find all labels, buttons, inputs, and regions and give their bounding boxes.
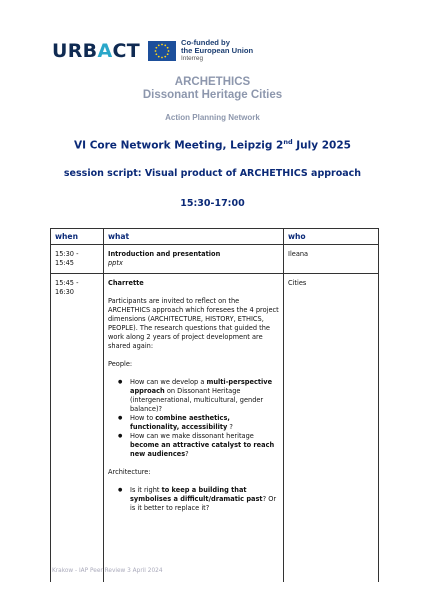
table-row [51, 274, 379, 582]
row1-when: 15:30 - 15:45 [51, 245, 104, 274]
table-header-row [51, 229, 379, 245]
row2-intro: Participants are invited to reflect on the ARCHETHICS approach which foresees the 4 project dimensions (ARCHITECTURE, HISTORY, ETHICS, PEOPLE). The research questions that guided the work along 2 years of project development are shared again: [108, 297, 279, 350]
list-item: ● How can we make dissonant heritage become an attractive catalyst to reach new audiences? [118, 432, 279, 459]
meeting-title-end: July 2025 [292, 139, 351, 152]
session-time: 15:30-17:00 [180, 198, 245, 209]
header-what: what [104, 229, 284, 245]
people-label: People: [108, 360, 133, 368]
eu-star-icon [158, 44, 160, 46]
header-logos [52, 37, 253, 65]
eu-star-icon [155, 47, 157, 49]
eu-star-icon [164, 44, 166, 46]
eu-line-3: Interreg [180, 55, 204, 63]
row1-who: Ileana [284, 245, 379, 274]
table-row [51, 245, 379, 274]
eu-star-icon [164, 56, 166, 58]
eu-flag-icon [148, 41, 176, 61]
row2-when: 15:45 - 16:30 [51, 274, 104, 582]
header-who: who [284, 229, 379, 245]
page-footer: Krakow - IAP Peer Review 3 April 2024 [52, 568, 163, 574]
meeting-title [0, 138, 425, 152]
architecture-label: Architecture: [108, 468, 151, 476]
eu-star-icon [155, 50, 157, 52]
meeting-title-sup: nd [283, 138, 293, 146]
row1-what [104, 245, 284, 274]
list-item: ● How can we develop a multi-perspective approach on Dissonant Heritage (intergenerational, multicultural, gender balance)? [118, 378, 279, 414]
row2-who: Cities [284, 274, 379, 582]
list-item: ● Is it right to keep a building that symbolises a difficult/dramatic past? Or is it better to replace it? [118, 486, 279, 513]
eu-star-icon [161, 44, 163, 46]
eu-star-icon [155, 53, 157, 55]
header-when: when [51, 229, 104, 245]
architecture-questions [118, 486, 279, 513]
row2-what [104, 274, 284, 582]
urbact-logo: URBACT [52, 40, 140, 62]
project-subtitle: Dissonant Heritage Cities [142, 89, 283, 101]
meeting-title-main: VI Core Network Meeting, Leipzig 2 [74, 139, 284, 152]
agenda-table [50, 228, 379, 582]
eu-line-1: Co-funded by [180, 38, 230, 48]
eu-cofunding-label [181, 39, 253, 63]
eu-star-icon [158, 56, 160, 58]
project-name: ARCHETHICS [174, 76, 251, 88]
row2-title: Charrette [108, 279, 144, 287]
people-questions [118, 378, 279, 459]
eu-star-icon [161, 57, 163, 59]
row1-title: Introduction and presentation [108, 250, 221, 258]
eu-star-icon [168, 50, 170, 52]
eu-line-2: the European Union [180, 46, 254, 56]
eu-star-icon [167, 47, 169, 49]
project-title [0, 76, 425, 102]
session-script: session script: Visual product of ARCHETHICS approach [63, 168, 362, 179]
eu-star-icon [167, 53, 169, 55]
row1-sub: pptx [108, 259, 123, 267]
list-item: ● How to combine aesthetics, functionality, accessibility ? [118, 414, 279, 432]
network-type: Action Planning Network [165, 113, 260, 122]
